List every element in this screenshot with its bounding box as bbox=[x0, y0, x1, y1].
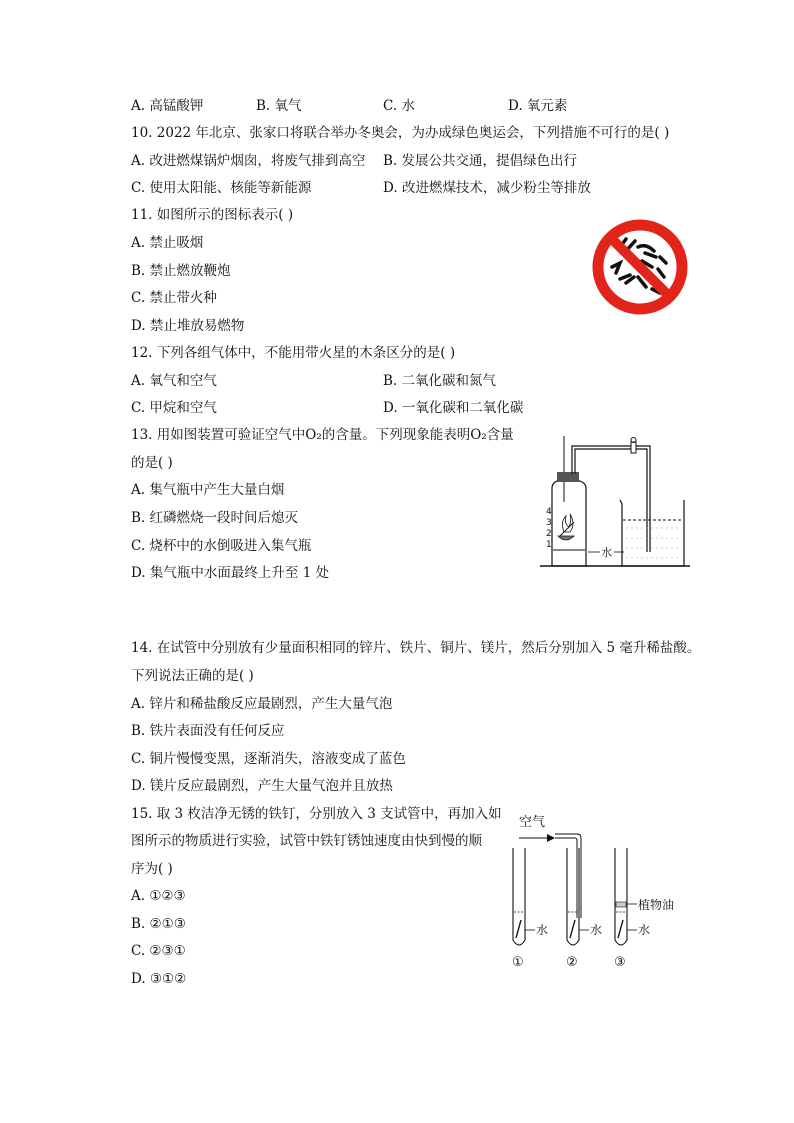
q15-option-c: C. ②③① bbox=[131, 943, 186, 959]
q12-option-a: A. 氧气和空气 bbox=[131, 373, 217, 389]
q10-option-b: B. 发展公共交通，提倡绿色出行 bbox=[383, 153, 578, 169]
q11-option-c: C. 禁止带火种 bbox=[131, 290, 217, 306]
scale-mark-1: 1 bbox=[546, 540, 552, 550]
q14-option-b: B. 铁片表面没有任何反应 bbox=[131, 723, 285, 739]
tube-label-3: ③ bbox=[614, 955, 626, 970]
q9-option-b: B. 氧气 bbox=[256, 98, 302, 114]
q11-option-b: B. 禁止燃放鞭炮 bbox=[131, 263, 231, 279]
q14-stem-line1: 14. 在试管中分别放有少量面积相同的锌片、铁片、铜片、镁片，然后分别加入 5 毫升稀盐酸。 bbox=[131, 640, 701, 656]
q13-option-c: C. 烧杯中的水倒吸进入集气瓶 bbox=[131, 538, 312, 554]
q9-option-a: A. 高锰酸钾 bbox=[131, 98, 204, 114]
q9-option-d: D. 氧元素 bbox=[508, 98, 568, 114]
scale-mark-3: 3 bbox=[546, 518, 552, 528]
q14-option-d: D. 镁片反应最剧烈，产生大量气泡并且放热 bbox=[131, 778, 393, 794]
water-label-2: 水 bbox=[590, 923, 603, 937]
q10-option-c: C. 使用太阳能、核能等新能源 bbox=[131, 180, 312, 196]
q13-option-b: B. 红磷燃烧一段时间后熄灭 bbox=[131, 510, 299, 526]
no-fireworks-sign-icon bbox=[590, 217, 690, 317]
q13-option-a: A. 集气瓶中产生大量白烟 bbox=[131, 482, 285, 498]
q15-option-a: A. ①②③ bbox=[131, 888, 186, 904]
water-label-3: 水 bbox=[638, 923, 651, 937]
q10-option-d: D. 改进燃煤技术，减少粉尘等排放 bbox=[383, 180, 591, 196]
q12-stem: 12. 下列各组气体中，不能用带火星的木条区分的是( ) bbox=[131, 345, 456, 361]
q13-stem-line1: 13. 用如图装置可验证空气中O₂的含量。下列现象能表明O₂含量 bbox=[131, 427, 514, 443]
q15-option-d: D. ③①② bbox=[131, 971, 187, 987]
tube-label-1: ① bbox=[512, 955, 524, 970]
q13-option-d: D. 集气瓶中水面最终上升至 1 处 bbox=[131, 565, 330, 581]
q12-option-b: B. 二氧化碳和氮气 bbox=[383, 373, 497, 389]
q11-option-a: A. 禁止吸烟 bbox=[131, 235, 204, 251]
tube-label-2: ② bbox=[566, 955, 578, 970]
q15-option-b: B. ②①③ bbox=[131, 916, 186, 932]
water-label-1: 水 bbox=[536, 923, 549, 937]
q15-stem-line1: 15. 取 3 枚洁净无锈的铁钉，分别放入 3 支试管中，再加入如 bbox=[131, 806, 502, 822]
q14-option-a: A. 锌片和稀盐酸反应最剧烈，产生大量气泡 bbox=[131, 696, 393, 712]
scale-mark-4: 4 bbox=[546, 507, 552, 517]
q9-option-c: C. 水 bbox=[383, 98, 415, 114]
scale-mark-2: 2 bbox=[546, 529, 552, 539]
q11-option-d: D. 禁止堆放易燃物 bbox=[131, 318, 245, 334]
oxygen-content-apparatus-figure bbox=[538, 432, 694, 572]
iron-nail-rusting-figure bbox=[505, 808, 705, 972]
q15-stem-line2: 图所示的物质进行实验，试管中铁钉锈蚀速度由快到慢的顺 bbox=[131, 833, 482, 849]
q12-option-c: C. 甲烷和空气 bbox=[131, 400, 217, 416]
q13-stem-line2: 的是( ) bbox=[131, 455, 173, 471]
air-label: 空气 bbox=[519, 815, 546, 830]
q14-option-c: C. 铜片慢慢变黑，逐渐消失，溶液变成了蓝色 bbox=[131, 751, 406, 767]
q12-option-d: D. 一氧化碳和二氧化碳 bbox=[383, 400, 524, 416]
q10-option-a: A. 改进燃煤锅炉烟囱，将废气排到高空 bbox=[131, 153, 366, 169]
q11-stem: 11. 如图所示的图标表示( ) bbox=[131, 207, 294, 223]
water-label: 水 bbox=[601, 546, 612, 559]
q10-stem: 10. 2022 年北京、张家口将联合举办冬奥会，为办成绿色奥运会，下列措施不可行的是( ) bbox=[131, 125, 670, 141]
q15-stem-line3: 序为( ) bbox=[131, 861, 173, 877]
oil-label: 植物油 bbox=[638, 898, 675, 912]
q14-stem-line2: 下列说法正确的是( ) bbox=[131, 668, 254, 684]
